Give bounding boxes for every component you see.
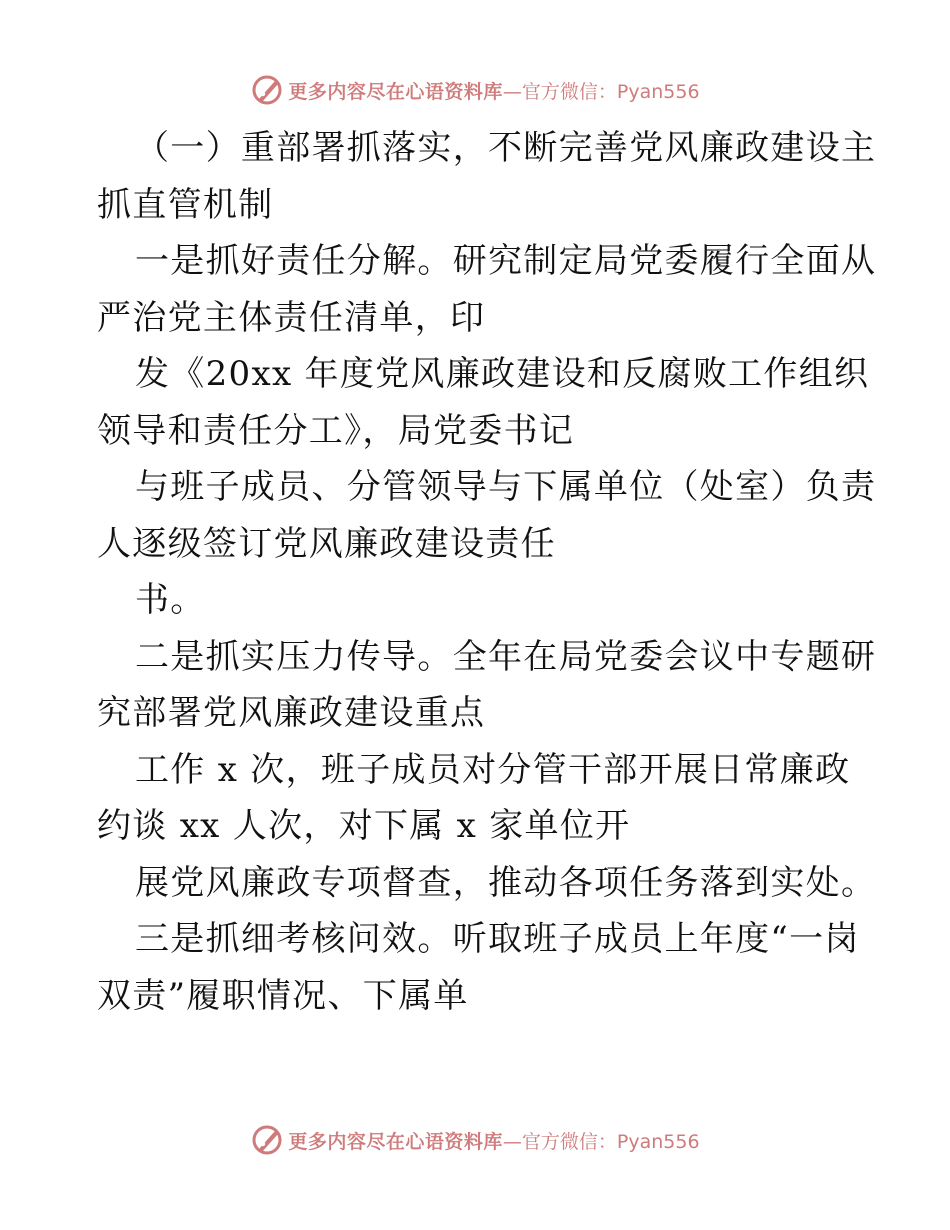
body-line: 严治党主体责任清单，印 bbox=[97, 297, 486, 338]
body-line: 约谈 xx 人次，对下属 x 家单位开 bbox=[97, 806, 631, 846]
body-line: 三是抓细考核问效。听取班子成员上年度“一岗 bbox=[135, 919, 860, 959]
body-line: 领导和责任分工》，局党委书记 bbox=[97, 410, 575, 451]
watermark-text: 更多内容尽在心语资料库 bbox=[288, 80, 503, 103]
body-line: 书。 bbox=[135, 580, 206, 620]
header-watermark bbox=[0, 70, 950, 110]
body-line: 双责”履职情况、下属单 bbox=[97, 975, 469, 1016]
body-line: 展党风廉政专项督查，推动各项任务落到实处。 bbox=[135, 862, 877, 903]
footer-watermark bbox=[0, 1120, 950, 1160]
body-line: （一）重部署抓落实，不断完善党风廉政建设主 bbox=[135, 128, 877, 168]
document-body bbox=[97, 120, 877, 1024]
watermark-wechat: —官方微信：Pyan556 bbox=[502, 1130, 700, 1153]
body-line: 二是抓实压力传导。全年在局党委会议中专题研 bbox=[135, 636, 877, 677]
body-line: 抓直管机制 bbox=[97, 184, 274, 225]
watermark-wechat: —官方微信：Pyan556 bbox=[502, 80, 700, 103]
body-line: 工作 x 次，班子成员对分管干部开展日常廉政 bbox=[135, 749, 851, 790]
pen-logo-icon bbox=[250, 73, 284, 107]
body-line: 发《20xx 年度党风廉政建设和反腐败工作组织 bbox=[135, 354, 870, 394]
body-line: 一是抓好责任分解。研究制定局党委履行全面从 bbox=[135, 241, 877, 281]
pen-logo-icon bbox=[250, 1123, 284, 1157]
body-line: 究部署党风廉政建设重点 bbox=[97, 693, 486, 733]
body-line: 人逐级签订党风廉政建设责任 bbox=[97, 523, 556, 564]
body-line: 与班子成员、分管领导与下属单位（处室）负责 bbox=[135, 467, 877, 507]
watermark-text: 更多内容尽在心语资料库 bbox=[288, 1130, 503, 1153]
